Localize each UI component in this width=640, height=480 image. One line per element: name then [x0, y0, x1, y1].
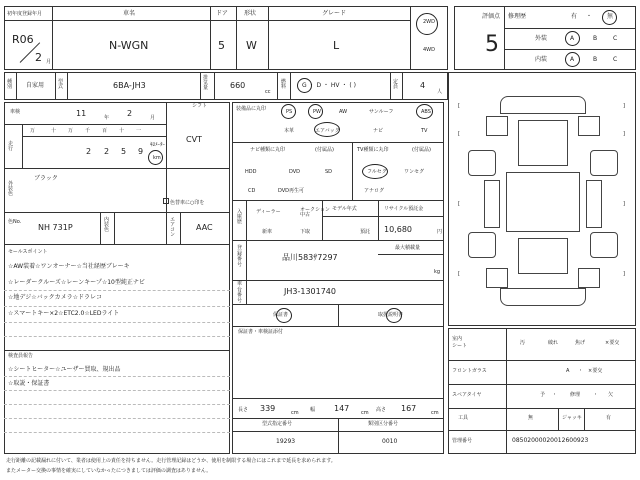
wid-unit: cm [361, 410, 369, 416]
reg-year-label: 初年度登録年月 [7, 11, 43, 17]
inspector-line-0: ☆シートヒーター☆ユーザー買取、規出品 [8, 366, 121, 373]
tools-label: 工具 [458, 415, 469, 421]
history-trade: 下取 [300, 229, 311, 235]
equip-navi: ナビ [373, 128, 384, 134]
color-note: 色替車に○印を [170, 200, 205, 206]
shaken-month: 2 [127, 109, 133, 118]
mileage-unit-circle [148, 150, 163, 165]
hgt-unit: cm [431, 410, 439, 416]
tv-sub: (付属品) [412, 147, 431, 153]
tv-oneseg: ワンセグ [404, 169, 425, 175]
shift-label: シフト [192, 103, 208, 109]
len-value: 339 [260, 404, 276, 413]
seat-opt-3: ×要交 [605, 340, 620, 346]
exterior-label: 外装 [535, 35, 548, 42]
fourwd: 4WD [423, 47, 435, 53]
color-no-label: 色No. [8, 219, 22, 225]
mileage-unit-label: ｷﾛﾒｰﾀｰ [150, 142, 166, 148]
shaken-year-unit: 年 [104, 115, 110, 121]
interior-color-label: 内装色 [104, 217, 110, 233]
equip-aw: AW [339, 109, 348, 115]
glass-opt-0: A [566, 368, 570, 374]
mileage-head-5: 十 [119, 128, 125, 134]
color-value: ブラック [34, 175, 58, 182]
grade-label: グレード [322, 10, 347, 17]
wid-label: 幅 [310, 407, 316, 413]
wid-value: 147 [334, 404, 350, 413]
exterior-c: C [613, 35, 618, 42]
fuel-circle [297, 78, 312, 93]
interior-c: C [613, 56, 618, 63]
mileage-digit-2: 5 [121, 147, 127, 156]
mileage-head-6: 一 [136, 128, 142, 134]
glass-label: フロントガラス [452, 368, 487, 374]
history-used: 中古 [300, 212, 311, 218]
navi-sd: SD [325, 169, 333, 175]
sales-line-1: ☆レーダークルーズ☆レーンキープ☆10型純正ナビ [8, 279, 145, 286]
equip-tv: TV [421, 128, 428, 134]
color-change-box [163, 198, 169, 204]
jack-label: ジャッキ [562, 415, 582, 421]
row2-table [4, 72, 448, 100]
capacity: 4 [420, 81, 426, 90]
inspector-notes-label: 検査員報告 [8, 353, 34, 359]
navi-dvdplay: DVD再生可 [278, 188, 305, 194]
spare-opt-4: 欠 [608, 392, 614, 398]
inspector-line-1: ☆取説・保証書 [8, 380, 50, 387]
shaken-month-unit: 月 [150, 115, 156, 121]
history-auction: オークション [300, 207, 330, 213]
mgmt-value: 08502000020012600923 [512, 437, 589, 444]
type: 6BA-JH3 [113, 81, 146, 90]
plate-value: 品川583ｻ7297 [282, 253, 338, 262]
repair-label: 修理歴 [508, 13, 527, 20]
color-no-value: NH 731P [38, 223, 73, 232]
sales-line-0: ☆AW装着☆ワンオーナー☆当社経歴ブレーキ [8, 263, 130, 270]
mileage-head-1: 十 [51, 128, 57, 134]
spare-opt-2: 修理 [570, 392, 581, 398]
interior-circle [565, 52, 580, 67]
footer-line-1: 走行距離の記載漏れに付いて、業者は使用上の責任を持ちません。走行管理記録はどうか、使用を制限する場合にはこれまで延長を求められます。 [6, 458, 336, 464]
capacity-label: 定員 [393, 79, 399, 90]
grade: L [333, 39, 340, 52]
len-unit: cm [291, 410, 299, 416]
spare-opt-1: ・ [552, 392, 558, 398]
tv-analog: アナログ [364, 188, 385, 194]
equipment-label: 装備品に丸印 [236, 106, 267, 112]
spare-tire-label: スペアタイヤ [452, 392, 482, 398]
type-label: 型式 [58, 79, 64, 90]
doors: 5 [218, 39, 225, 52]
mgmt-label: 管理番号 [452, 438, 473, 444]
seat-opt-2: 焦げ [575, 340, 586, 346]
sales-points-label: セールスポイント [8, 249, 48, 255]
color-label: 外装色 [8, 181, 14, 197]
shape-label: 形状 [244, 10, 257, 17]
shift: CVT [186, 135, 202, 144]
mileage-unit: km [153, 155, 161, 161]
displacement: 660 [230, 81, 246, 90]
max-load-unit: kg [434, 269, 441, 275]
recycle-sub: 預託 [360, 229, 371, 235]
exterior-b: B [593, 35, 598, 42]
ac-value: AAC [196, 223, 213, 232]
mileage-head-4: 百 [102, 128, 108, 134]
equip-ps-circle [281, 104, 296, 119]
equip-sunroof: サンルーフ [369, 109, 394, 115]
reg-month-unit: 月 [46, 59, 52, 65]
equip-pw: PW [313, 109, 321, 115]
model-name-label: 車名 [123, 10, 136, 17]
fuel-opts: G ・ D ・ HV ・ ( ) [302, 82, 356, 89]
manual-circle [386, 308, 402, 323]
navi-dvd: DVD [289, 169, 301, 175]
manual-label: 取扱説明書 [378, 312, 404, 318]
exterior-circle [565, 31, 580, 46]
spare-opt-3: ・ [593, 392, 599, 398]
interior-label: 内装 [535, 56, 548, 63]
sales-line-2: ☆地デジ☆バックカメラ☆ドラレコ [8, 294, 103, 301]
class-label: 類別区分番号 [368, 421, 399, 427]
disp-unit: cc [265, 89, 271, 95]
capacity-unit: 人 [437, 89, 443, 95]
spare-opt-0: 予 [540, 392, 546, 398]
seat-opt-1: 破れ [548, 340, 559, 346]
equip-ps: PS [286, 109, 293, 115]
use-label: 自家用 [26, 82, 45, 89]
fuel-label: 燃料 [281, 79, 287, 90]
reg-month: 2 [35, 51, 42, 64]
mileage-head-2: 万 [68, 128, 74, 134]
mileage-head-0: 万 [30, 128, 36, 134]
left-block [4, 102, 230, 454]
seat-opt-0: 汚 [520, 340, 526, 346]
mileage-digit-1: 2 [104, 147, 110, 156]
chassis-label: 車台番号 [237, 281, 243, 304]
sales-line-3: ☆スマートキー×2☆ETC2.0☆LEDライト [8, 310, 120, 317]
hgt-label: 高さ [376, 407, 387, 413]
shaken-year: 11 [76, 109, 87, 118]
seat-label: 室内 シート [452, 336, 468, 349]
warranty-label: 保証書 [273, 312, 289, 318]
recycle-label: リサイクル預託金 [384, 206, 424, 212]
mileage-head-3: 千 [85, 128, 91, 134]
tv-fullseg-circle [362, 164, 388, 179]
score-label: 評価点 [482, 13, 501, 20]
shaken-label: 車検 [10, 109, 21, 115]
equip-abs: ABS [421, 109, 431, 115]
twd-circle [416, 13, 438, 35]
mileage-digit-3: 9 [138, 147, 144, 156]
history-dealer: ディーラー [256, 209, 281, 215]
reg-year: R06 [12, 33, 34, 46]
kind-label: 種別 [7, 79, 13, 90]
ac-label: エアコン [170, 217, 176, 238]
mileage-label: 走行 [8, 141, 14, 152]
navi-label: ナビ種類に丸印 [250, 147, 286, 153]
equip-airbag: エアバッグ [315, 128, 340, 134]
door-label: ドア [216, 10, 228, 17]
interior-b: B [593, 56, 598, 63]
equip-abs-circle [416, 104, 433, 119]
model-name: N-WGN [109, 39, 149, 52]
footer-line-2: またメーター交換の事情を確実にしていなかったにつきましては評価の調査はありません。 [6, 468, 212, 474]
max-load-label: 最大積載量 [395, 245, 421, 251]
glass-opt-2: ×要交 [588, 368, 603, 374]
right-lower-table [448, 328, 636, 454]
tv-label: TV種類に丸印 [357, 147, 389, 153]
equip-leather: 本革 [284, 128, 295, 134]
jack-value: 有 [606, 415, 612, 421]
interior-a: A [570, 56, 575, 63]
twd: 2WD [423, 19, 435, 25]
len-label: 長さ [238, 407, 249, 413]
model-year-label: モデル年式 [332, 206, 357, 212]
history-new: 新車 [262, 229, 273, 235]
repair-opt-no: 無 [607, 13, 614, 20]
recycle-value: 10,680 [384, 225, 412, 234]
shape: W [246, 39, 257, 52]
middle-block [232, 102, 444, 454]
recycle-unit: 円 [437, 229, 443, 235]
repair-opt-yes: 有 [571, 13, 578, 20]
history-label: 入庫歴 [237, 209, 243, 225]
repair-circle [602, 10, 617, 25]
exterior-a: A [570, 35, 575, 42]
equip-pw-circle [308, 104, 323, 119]
hgt-value: 167 [401, 404, 417, 413]
type-designation-label: 型式指定番号 [262, 421, 293, 427]
navi-sub: (付属品) [315, 147, 334, 153]
mileage-digit-0: 2 [86, 147, 92, 156]
repair-opt-sep: ・ [586, 13, 593, 20]
glass-opt-1: ・ [578, 368, 584, 374]
car-diagram: [ ] [ ] [ ] [ ] [448, 72, 636, 326]
tools-value: 無 [528, 415, 534, 421]
type-designation-value: 19293 [276, 438, 296, 445]
navi-cd: CD [248, 188, 256, 194]
score: 5 [485, 32, 499, 57]
tv-fullseg: フルセグ [367, 169, 387, 175]
navi-hdd: HDD [245, 169, 257, 175]
plate-label: 登録番号 [237, 245, 243, 268]
warranty-box-label: 保証書・車検証添付 [238, 329, 284, 335]
disp-label: 排気量 [203, 75, 209, 91]
warranty-circle [276, 308, 292, 323]
equip-airbag-circle [314, 122, 340, 137]
class-value: 0010 [382, 438, 398, 445]
chassis-value: JH3-1301740 [284, 287, 336, 296]
